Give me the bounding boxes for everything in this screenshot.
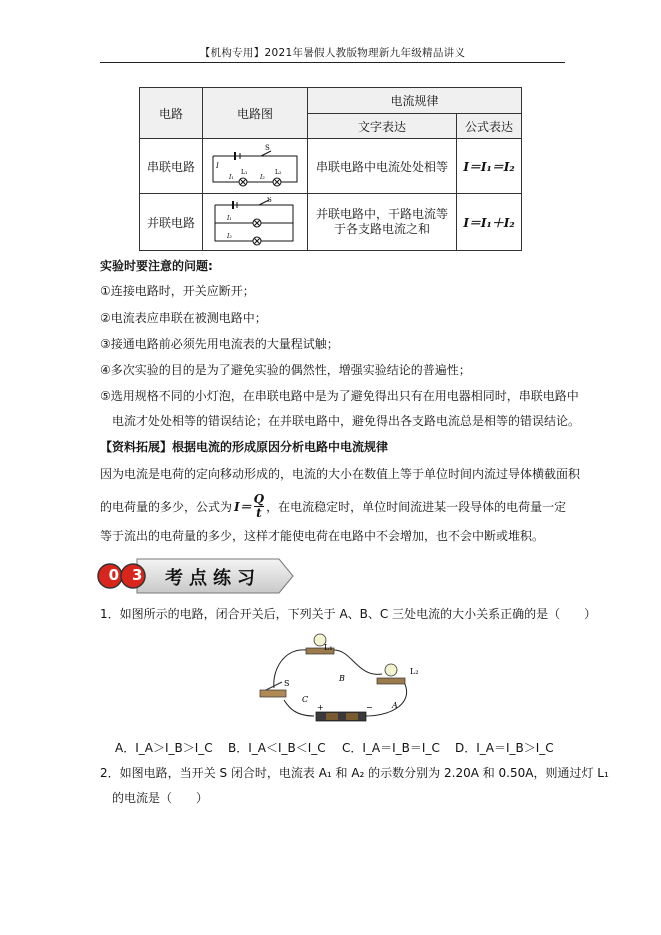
series-circuit-diagram bbox=[205, 142, 305, 190]
q2-line2: 的电流是（ ） bbox=[112, 791, 209, 805]
note-item-4: ④多次实验的目的是为了避免实验的偶然性，增强实验结论的普遍性； bbox=[100, 363, 471, 377]
extension-line3: 等于流出的电荷量的多少，这样才能使电荷在电路中不会增加，也不会中断或堆积。 bbox=[100, 529, 545, 543]
col-text-header: 文字表达 bbox=[308, 114, 457, 139]
q1-c-label: C bbox=[302, 695, 309, 704]
parallel-i2-label: I₂ bbox=[227, 233, 232, 240]
q1-minus-label: − bbox=[366, 703, 373, 712]
parallel-row-name: 并联电路 bbox=[140, 194, 203, 251]
q1-l1-label: L₁ bbox=[324, 643, 333, 652]
series-i-label: I bbox=[216, 162, 219, 170]
header-rule bbox=[100, 62, 565, 63]
q1-a-label: A bbox=[392, 701, 398, 710]
page-header: 【机构专用】2021年暑假人教版物理新九年级精品讲义 bbox=[199, 47, 466, 59]
note-item-5: ⑤选用规格不同的小灯泡，在串联电路中是为了避免得出只有在用电器相同时，串联电路中 bbox=[100, 389, 579, 403]
col-diagram-header: 电路图 bbox=[203, 88, 308, 139]
charge-over-time-fraction bbox=[254, 493, 264, 520]
series-formula: I＝I₁＝I₂ bbox=[457, 139, 522, 194]
q1-b-label: B bbox=[339, 674, 345, 683]
q1-option-a[interactable]: A．I_A＞I_B＞I_C bbox=[115, 741, 213, 755]
q1-stem: 1．如图所示的电路，闭合开关后，下列关于 A、B、C 三处电流的大小关系正确的是（ ） bbox=[100, 607, 597, 621]
extension-title: 【资料拓展】根据电流的形成原因分析电路中电流规律 bbox=[100, 440, 389, 454]
current-rule-table bbox=[139, 87, 522, 251]
parallel-switch-label: S bbox=[267, 197, 272, 204]
parallel-rule-line2: 于各支路电流之和 bbox=[333, 222, 430, 236]
banner-number: 03 bbox=[108, 566, 156, 584]
fraction-denominator: t bbox=[256, 505, 262, 520]
series-i1-label: I₁ bbox=[229, 174, 234, 181]
banner-title: 考点练习 bbox=[165, 568, 261, 589]
note-item-1: ①连接电路时，开关应断开； bbox=[100, 284, 255, 298]
q1-l2-label: L₂ bbox=[410, 667, 419, 676]
col-rule-header: 电流规律 bbox=[308, 88, 522, 114]
q1-option-b[interactable]: B．I_A＜I_B＜I_C bbox=[228, 741, 326, 755]
formula-lhs: I＝ bbox=[234, 499, 252, 514]
series-diagram bbox=[203, 139, 308, 194]
q1-circuit-figure bbox=[254, 630, 424, 730]
fraction-numerator: Q bbox=[253, 491, 265, 506]
note-item-5-cont: 电流才处处相等的错误结论；在并联电路中，避免得出各支路电流总是相等的错误结论。 bbox=[112, 414, 581, 428]
parallel-diagram bbox=[203, 194, 308, 251]
parallel-rule-line1: 并联电路中，干路电流等 bbox=[315, 207, 448, 221]
series-switch-label: S bbox=[265, 144, 270, 152]
q2-line1: 2．如图电路，当开关 S 闭合时，电流表 A₁ 和 A₂ 的示数分别为 2.20A 和 0.50A，则通过灯 L₁ bbox=[100, 766, 609, 780]
parallel-formula: I＝I₁＋I₂ bbox=[457, 194, 522, 251]
q1-plus-label: + bbox=[317, 703, 324, 712]
series-rule-text: 串联电路中电流处处相等 bbox=[308, 139, 457, 194]
extension-line2 bbox=[100, 491, 566, 521]
series-i2-label: I₂ bbox=[260, 174, 265, 181]
extension-line2a: 的电荷量的多少，公式为 bbox=[100, 499, 233, 514]
q1-option-d[interactable]: D．I_A＝I_B＞I_C bbox=[455, 741, 554, 755]
note-item-3: ③接通电路前必须先用电流表的大量程试触； bbox=[100, 337, 339, 351]
parallel-circuit-diagram bbox=[205, 197, 305, 247]
series-row-name: 串联电路 bbox=[140, 139, 203, 194]
note-item-2: ②电流表应串联在被测电路中； bbox=[100, 311, 267, 325]
notes-title: 实验时要注意的问题: bbox=[100, 259, 213, 273]
extension-line1: 因为电流是电荷的定向移动形成的，电流的大小在数值上等于单位时间内流过导体横截面积 bbox=[100, 467, 581, 481]
col-circuit-header: 电路 bbox=[140, 88, 203, 139]
parallel-rule-text bbox=[308, 194, 457, 251]
series-l2-label: L₂ bbox=[275, 169, 282, 176]
extension-line2b: ，在电流稳定时，单位时间流进某一段导体的电荷量一定 bbox=[266, 499, 567, 514]
q1-s-label: S bbox=[284, 679, 290, 688]
q1-option-c[interactable]: C．I_A＝I_B＝I_C bbox=[342, 741, 440, 755]
series-l1-label: L₁ bbox=[241, 169, 248, 176]
parallel-i1-label: I₁ bbox=[227, 215, 232, 222]
col-formula-header: 公式表达 bbox=[457, 114, 522, 139]
